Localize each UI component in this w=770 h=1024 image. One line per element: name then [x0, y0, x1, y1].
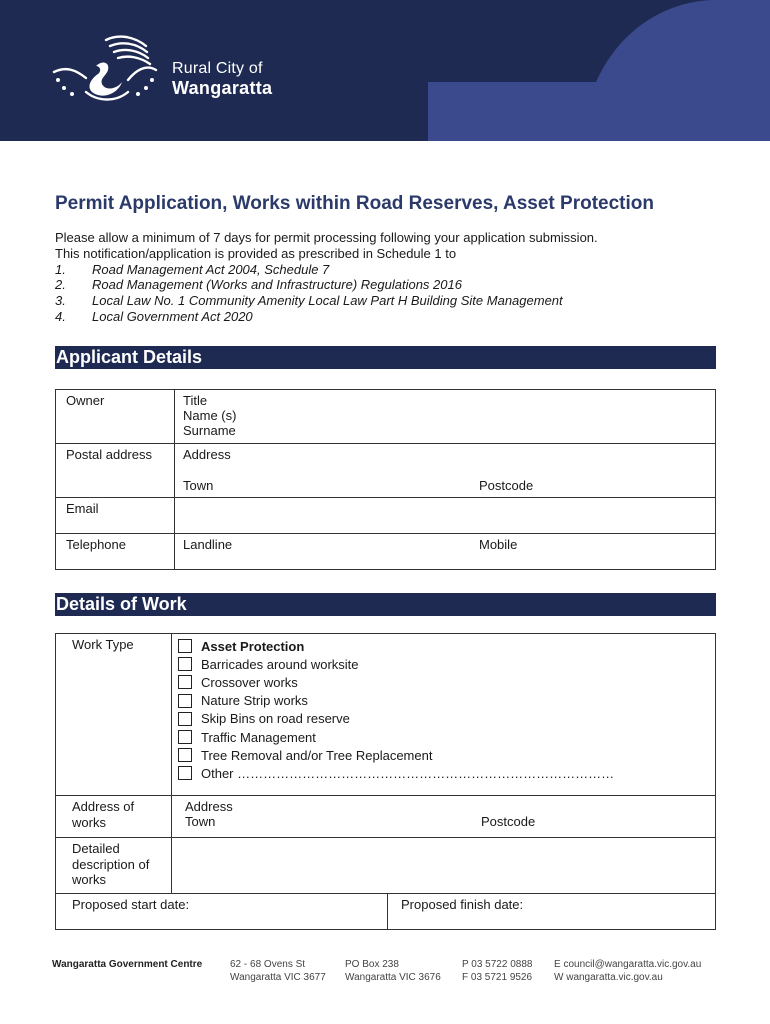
work-option[interactable]: Other ……………………………………………………………………………	[178, 764, 709, 782]
list-item: 3. Local Law No. 1 Community Amenity Local Law Part H Building Site Management	[55, 293, 563, 309]
finish-date-field[interactable]	[388, 894, 536, 929]
start-date-label: Proposed start date:	[72, 897, 190, 912]
landline-label: Landline	[183, 537, 233, 552]
applicant-details-table	[55, 389, 716, 570]
town-label: Town	[183, 478, 214, 493]
telephone-fields[interactable]	[175, 534, 716, 570]
postal-address-fields[interactable]	[175, 444, 716, 498]
intro-line2: This notification/application is provided as prescribed in Schedule 1 to	[55, 245, 457, 261]
work-option[interactable]: Barricades around worksite	[178, 655, 709, 673]
checkbox-icon[interactable]	[178, 730, 192, 744]
checkbox-icon[interactable]	[178, 766, 192, 780]
work-option[interactable]: Skip Bins on road reserve	[178, 710, 709, 728]
postal-address-label: Postal address	[56, 444, 175, 498]
title-label: Title	[183, 393, 208, 408]
description-field[interactable]	[172, 838, 716, 894]
intro-line1: Please allow a minimum of 7 days for permit processing following your application submission.	[55, 230, 598, 245]
checkbox-icon[interactable]	[178, 712, 192, 726]
owner-fields[interactable]	[175, 390, 716, 444]
applicant-details-heading: Applicant Details	[55, 346, 716, 369]
footer-phone: P 03 5722 0888 F 03 5721 9526	[462, 959, 533, 983]
work-option[interactable]: Nature Strip works	[178, 692, 709, 710]
work-option[interactable]: Traffic Management	[178, 728, 709, 746]
list-item: 1. Road Management Act 2004, Schedule 7	[55, 261, 330, 277]
town-label: Town	[185, 814, 216, 829]
postcode-label: Postcode	[481, 814, 536, 829]
surname-label: Surname	[183, 423, 236, 438]
telephone-label: Telephone	[56, 534, 175, 570]
footer-po-box: PO Box 238 Wangaratta VIC 3676	[345, 959, 441, 983]
start-date-field[interactable]	[56, 894, 388, 929]
email-label: Email	[56, 498, 175, 534]
document-title: Permit Application, Works within Road Reserves, Asset Protection	[55, 193, 654, 214]
checkbox-icon[interactable]	[178, 657, 192, 671]
email-field[interactable]	[175, 498, 716, 534]
address-label: Address	[185, 799, 233, 814]
postcode-label: Postcode	[479, 478, 534, 493]
footer-street: 62 - 68 Ovens St Wangaratta VIC 3677	[230, 959, 326, 983]
names-label: Name (s)	[183, 408, 237, 423]
description-label: Detailed description of works	[56, 838, 172, 894]
details-of-work-table	[55, 633, 716, 894]
work-option[interactable]: Asset Protection	[178, 637, 709, 655]
footer-contact: E council@wangaratta.vic.gov.au W wangaratta.vic.gov.au	[554, 959, 702, 983]
list-item: 4. Local Government Act 2020	[55, 308, 253, 324]
checkbox-icon[interactable]	[178, 694, 192, 708]
details-of-work-heading: Details of Work	[55, 593, 716, 616]
owner-label: Owner	[56, 390, 175, 444]
checkbox-icon[interactable]	[178, 639, 192, 653]
address-of-works-fields[interactable]	[172, 796, 716, 838]
address-of-works-label: Address of works	[56, 796, 172, 838]
council-logo-icon	[46, 30, 164, 110]
checkbox-icon[interactable]	[178, 748, 192, 762]
brand-name	[172, 60, 272, 98]
address-label: Address	[183, 447, 231, 462]
finish-date-label: Proposed finish date:	[401, 897, 524, 912]
list-item: 2. Road Management (Works and Infrastructure) Regulations 2016	[55, 277, 462, 293]
mobile-label: Mobile	[479, 537, 518, 552]
work-option[interactable]: Tree Removal and/or Tree Replacement	[178, 746, 709, 764]
header-accent-curve	[584, 0, 770, 141]
intro-text	[55, 230, 735, 325]
brand-line1: Rural City of	[172, 60, 263, 77]
brand-line2: Wangaratta	[172, 78, 273, 98]
work-type-label: Work Type	[56, 634, 172, 796]
work-option[interactable]: Crossover works	[178, 673, 709, 691]
dates-row	[55, 894, 716, 930]
checkbox-icon[interactable]	[178, 675, 192, 689]
work-type-options	[172, 634, 716, 796]
page-header	[0, 0, 770, 141]
footer-org: Wangaratta Government Centre	[52, 959, 203, 970]
